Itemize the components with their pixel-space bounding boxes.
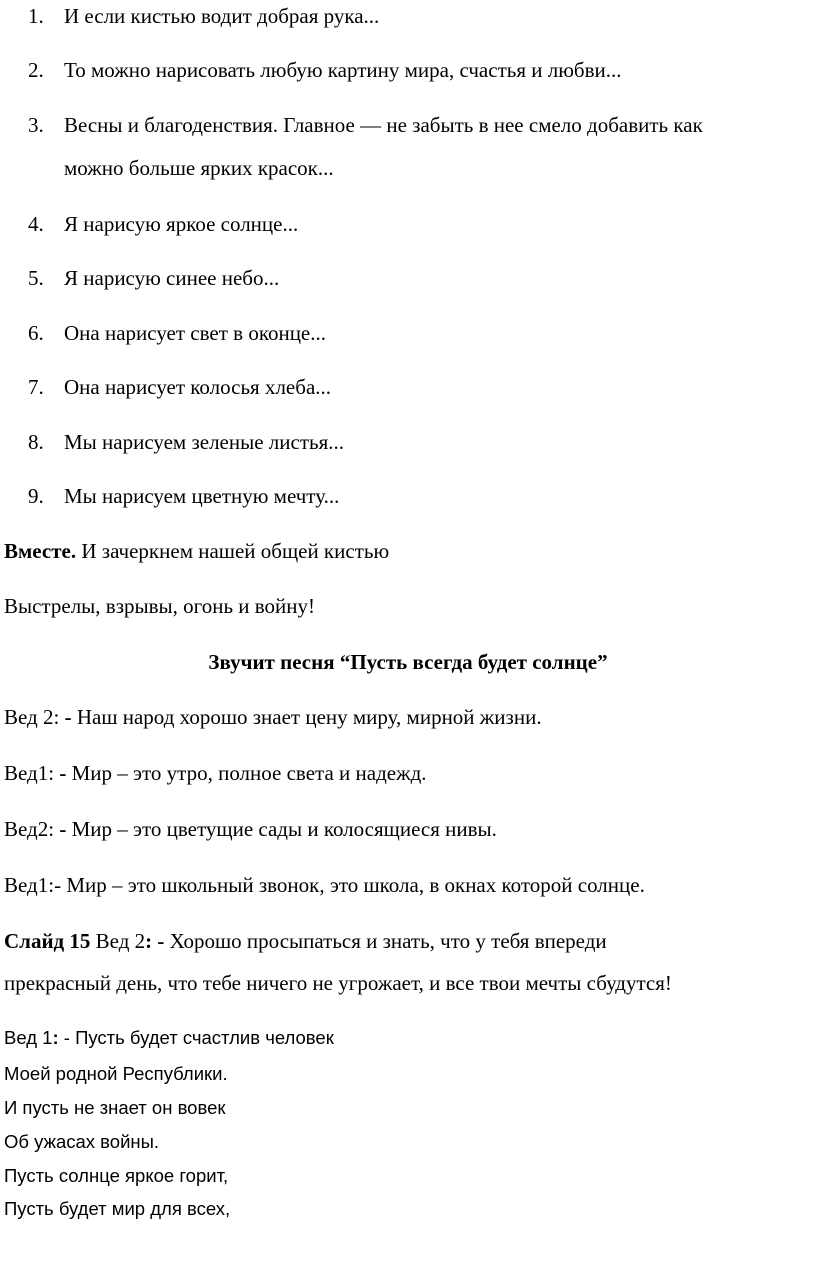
list-number: 1. (28, 4, 44, 28)
slide-line (4, 929, 607, 954)
poem-line: Пусть солнце яркое горит, (4, 1165, 229, 1186)
dash: - (59, 761, 67, 785)
colon-dash: : - (145, 929, 165, 953)
speaker: Вед 1 (4, 1027, 53, 1048)
speaker: Вед2: (4, 817, 60, 841)
dialog-line (4, 761, 427, 786)
poem-line: Моей родной Республики. (4, 1063, 228, 1084)
list-number: 9. (28, 484, 44, 508)
speaker: Вед1: (4, 761, 60, 785)
list-number: 8. (28, 430, 44, 454)
list-text: можно больше ярких красок... (64, 156, 334, 180)
dialog-text: Наш народ хорошо знает цену миру, мирной жизни. (71, 705, 542, 729)
list-number: 6. (28, 321, 44, 345)
dialog-line (4, 873, 645, 898)
dialog-text: Мир – это цветущие сады и колосящиеся нивы. (66, 817, 497, 841)
list-text: Я нарисую синее небо... (64, 266, 280, 290)
list-text: Мы нарисуем цветную мечту... (64, 484, 340, 508)
speaker: Вед 2: (4, 705, 65, 729)
slide-text: Хорошо просыпаться и знать, что у тебя впереди (164, 929, 607, 953)
slide-label: Слайд 15 (4, 929, 91, 953)
list-text: Мы нарисуем зеленые листья... (64, 430, 344, 454)
colon: : (52, 1027, 59, 1048)
together-line (4, 539, 389, 564)
dialog-line (4, 705, 542, 730)
list-number: 4. (28, 212, 44, 236)
list-text: Она нарисует колосья хлеба... (64, 375, 332, 399)
slide-line-2: прекрасный день, что тебе ничего не угрожает, и все твои мечты сбудутся! (4, 971, 672, 995)
list-text: Я нарисую яркое солнце... (64, 212, 299, 236)
together-text: И зачеркнем нашей общей кистью (76, 539, 390, 563)
dash: - (59, 817, 67, 841)
poem-text: - Пусть будет счастлив человек (58, 1027, 334, 1048)
list-text: Она нарисует свет в оконце... (64, 321, 326, 345)
list-number: 2. (28, 58, 44, 82)
list-text: Весны и благоденствия. Главное — не забыть в нее смело добавить как (64, 113, 703, 137)
list-number: 5. (28, 266, 44, 290)
dash: - (64, 705, 72, 729)
speaker: Вед 2 (90, 929, 146, 953)
list-number: 7. (28, 375, 44, 399)
poem-line: Пусть будет мир для всех, (4, 1198, 231, 1219)
together-line-2: Выстрелы, взрывы, огонь и войну! (4, 594, 316, 618)
together-label: Вместе. (4, 539, 77, 563)
dialog-text: - Мир – это школьный звонок, это школа, в окнах которой солнце. (54, 873, 645, 897)
list-number: 3. (28, 113, 44, 137)
dialog-line (4, 817, 497, 842)
list-text: И если кистью водит добрая рука... (64, 4, 380, 28)
poem-line (4, 1027, 334, 1049)
list-text: То можно нарисовать любую картину мира, счастья и любви... (64, 58, 622, 82)
poem-line: И пусть не знает он вовек (4, 1097, 226, 1118)
song-heading: Звучит песня “Пусть всегда будет солнце” (208, 650, 608, 674)
speaker: Вед1: (4, 873, 55, 897)
poem-line: Об ужасах войны. (4, 1131, 160, 1152)
dialog-text: Мир – это утро, полное света и надежд. (66, 761, 427, 785)
